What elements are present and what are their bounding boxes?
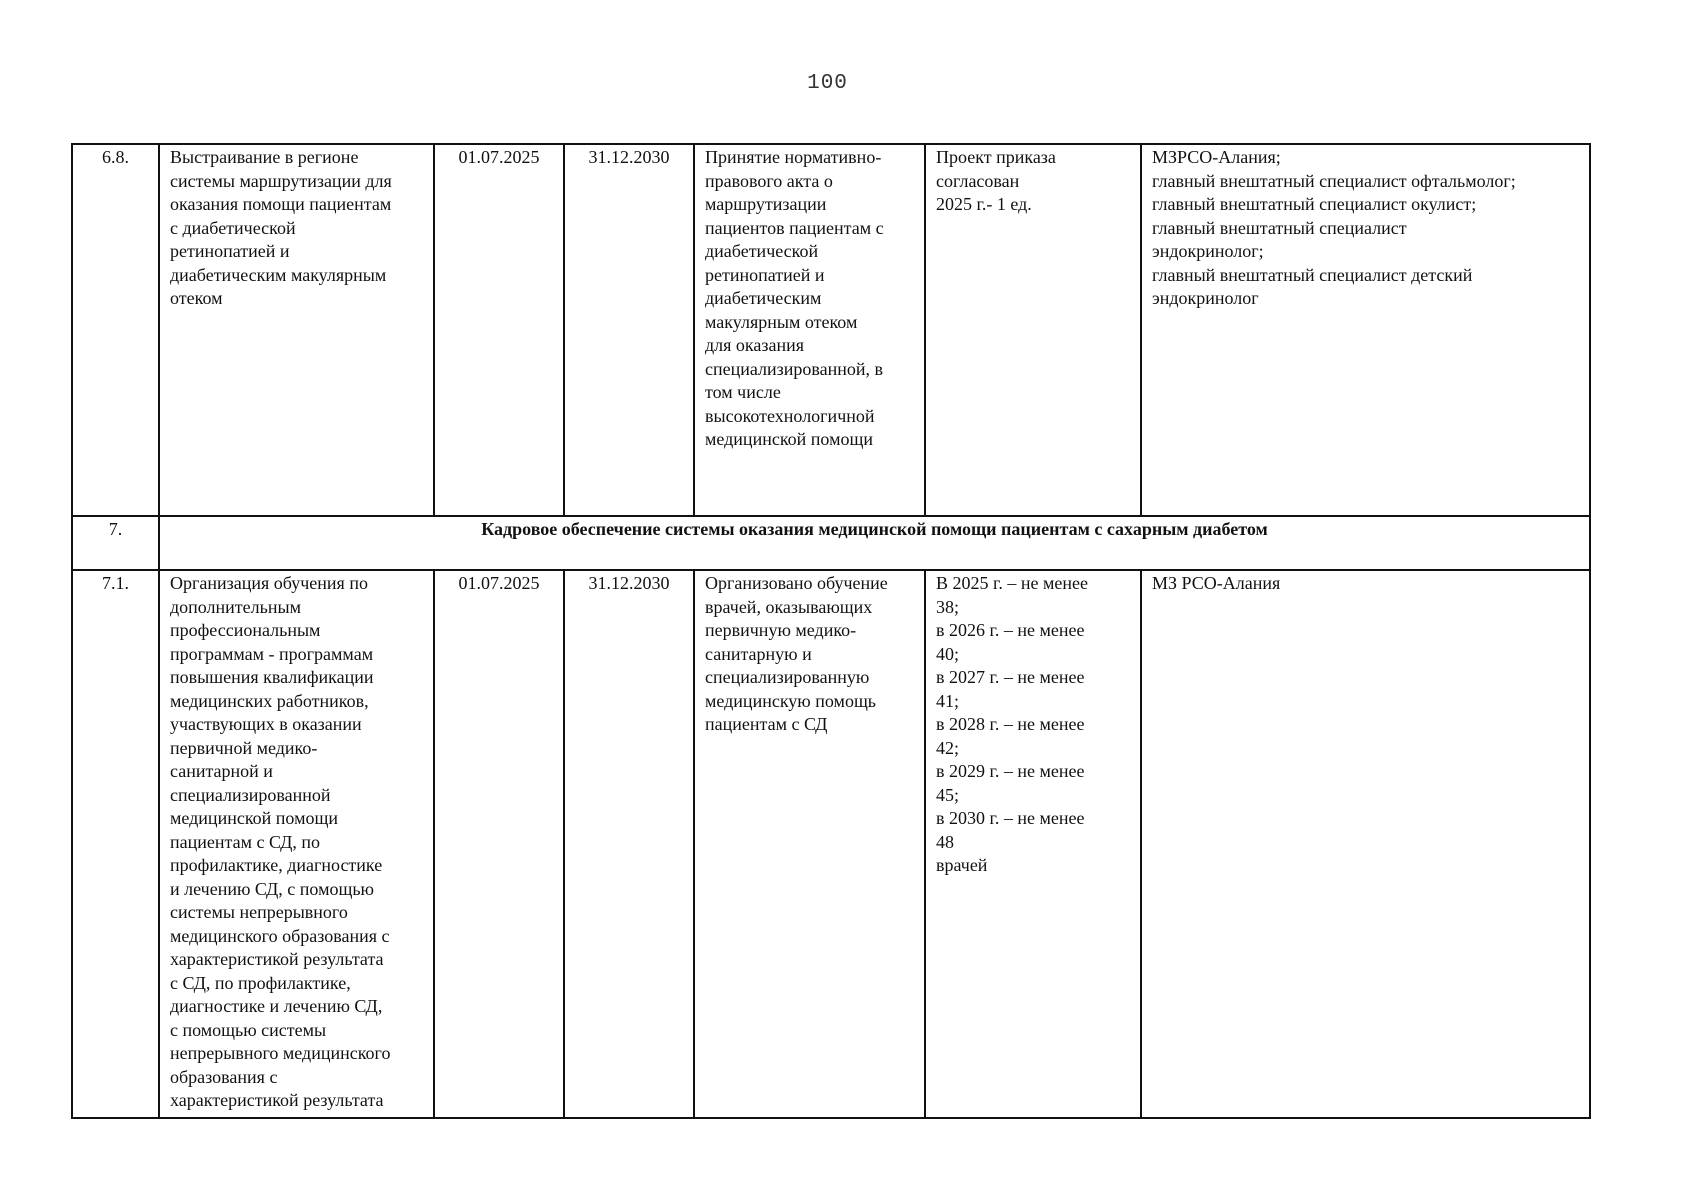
text-line: системы непрерывного: [170, 902, 348, 922]
text-line: Организация обучения по: [170, 573, 368, 593]
text-line: участвующих в оказании: [170, 714, 362, 734]
end-date: 31.12.2030: [564, 570, 694, 1118]
text-line: пациентам с СД, по: [170, 831, 320, 852]
text-line: Организовано обучение: [705, 573, 888, 593]
text-line: 48: [936, 831, 954, 852]
indicator-cell: [925, 144, 1141, 516]
text-line: характеристикой результата: [170, 949, 384, 969]
text-line: диагностике и лечению СД,: [170, 996, 383, 1016]
text-line: санитарной и: [170, 761, 273, 781]
result-cell: [694, 144, 925, 516]
text-line: макулярным отеком: [705, 311, 858, 332]
text-line: в 2027 г. – не менее: [936, 667, 1085, 687]
text-line: врачей, оказывающих: [705, 596, 873, 617]
section-number: 7.: [72, 516, 159, 570]
row-number: 7.1.: [72, 570, 159, 1118]
text-line: в 2029 г. – не менее: [936, 761, 1085, 781]
text-line: диабетическим: [705, 288, 822, 308]
text-line: с диабетической: [170, 217, 296, 238]
text-line: диабетической: [705, 241, 819, 261]
text-line: отеком: [170, 288, 223, 308]
text-line: врачей: [936, 855, 988, 875]
text-line: медицинской помощи: [170, 808, 338, 828]
text-line: ретинопатией и: [705, 264, 825, 285]
text-line: и лечению СД, с помощью: [170, 878, 374, 899]
text-line: эндокринолог: [1152, 288, 1259, 308]
text-line: МЗ РСО-Алания: [1152, 573, 1281, 593]
text-line: 41;: [936, 690, 960, 711]
text-line: 2025 г.- 1 ед.: [936, 194, 1032, 214]
text-line: первичной медико-: [170, 737, 318, 758]
text-line: маршрутизации: [705, 194, 827, 214]
text-line: профессиональным: [170, 620, 321, 640]
text-line: с СД, по профилактике,: [170, 972, 351, 993]
plan-table: [71, 143, 1591, 1119]
section-title: Кадровое обеспечение системы оказания медицинской помощи пациентам с сахарным диабетом: [159, 516, 1590, 570]
text-line: Принятие нормативно-: [705, 147, 882, 167]
text-line: ретинопатией и: [170, 241, 290, 261]
text-line: непрерывного медицинского: [170, 1043, 391, 1063]
text-line: программам - программам: [170, 643, 374, 664]
text-line: для оказания: [705, 335, 805, 355]
result-cell: [694, 570, 925, 1118]
text-line: 42;: [936, 737, 960, 758]
text-line: оказания помощи пациентам: [170, 194, 392, 214]
text-line: диабетическим макулярным: [170, 264, 387, 285]
text-line: согласован: [936, 170, 1020, 191]
text-line: В 2025 г. – не менее: [936, 573, 1088, 593]
table-row-6-8: [72, 144, 1590, 516]
text-line: медицинских работников,: [170, 690, 369, 711]
table-row-7-1: [72, 570, 1590, 1118]
page-number: 100: [807, 72, 848, 95]
text-line: МЗРСО-Алания;: [1152, 147, 1281, 167]
text-line: образования с: [170, 1066, 278, 1087]
text-line: повышения квалификации: [170, 667, 374, 687]
text-line: 45;: [936, 784, 960, 805]
text-line: том числе: [705, 382, 781, 402]
text-line: в 2026 г. – не менее: [936, 620, 1085, 640]
text-line: специализированной: [170, 784, 331, 805]
text-line: 40;: [936, 643, 960, 664]
text-line: специализированной, в: [705, 358, 884, 379]
text-line: в 2030 г. – не менее: [936, 808, 1085, 828]
text-line: главный внештатный специалист детский: [1152, 264, 1473, 285]
section-header-row-7: [72, 516, 1590, 570]
responsible-cell: [1141, 570, 1590, 1118]
text-line: с помощью системы: [170, 1019, 327, 1040]
text-line: 38;: [936, 596, 960, 617]
row-number: 6.8.: [72, 144, 159, 516]
text-line: главный внештатный специалист окулист;: [1152, 194, 1477, 214]
text-line: правового акта о: [705, 170, 833, 191]
text-line: профилактике, диагностике: [170, 855, 383, 875]
text-line: высокотехнологичной: [705, 405, 875, 426]
text-line: пациентов пациентам с: [705, 217, 884, 238]
text-line: в 2028 г. – не менее: [936, 714, 1085, 734]
text-line: главный внештатный специалист: [1152, 217, 1407, 238]
text-line: первичную медико-: [705, 620, 857, 640]
text-line: дополнительным: [170, 596, 301, 617]
text-line: Проект приказа: [936, 147, 1056, 167]
text-line: системы маршрутизации для: [170, 170, 392, 191]
text-line: главный внештатный специалист офтальмолог;: [1152, 170, 1516, 191]
text-line: санитарную и: [705, 643, 812, 664]
text-line: медицинского образования с: [170, 925, 390, 946]
text-line: пациентам с СД: [705, 714, 828, 734]
text-line: медицинскую помощь: [705, 690, 877, 711]
text-line: характеристикой результата: [170, 1090, 384, 1110]
responsible-cell: [1141, 144, 1590, 516]
text-line: Выстраивание в регионе: [170, 147, 359, 167]
text-line: эндокринолог;: [1152, 241, 1264, 261]
event-cell: [159, 570, 434, 1118]
text-line: специализированную: [705, 667, 870, 687]
start-date: 01.07.2025: [434, 570, 564, 1118]
event-cell: [159, 144, 434, 516]
text-line: медицинской помощи: [705, 429, 873, 449]
start-date: 01.07.2025: [434, 144, 564, 516]
end-date: 31.12.2030: [564, 144, 694, 516]
indicator-cell: [925, 570, 1141, 1118]
